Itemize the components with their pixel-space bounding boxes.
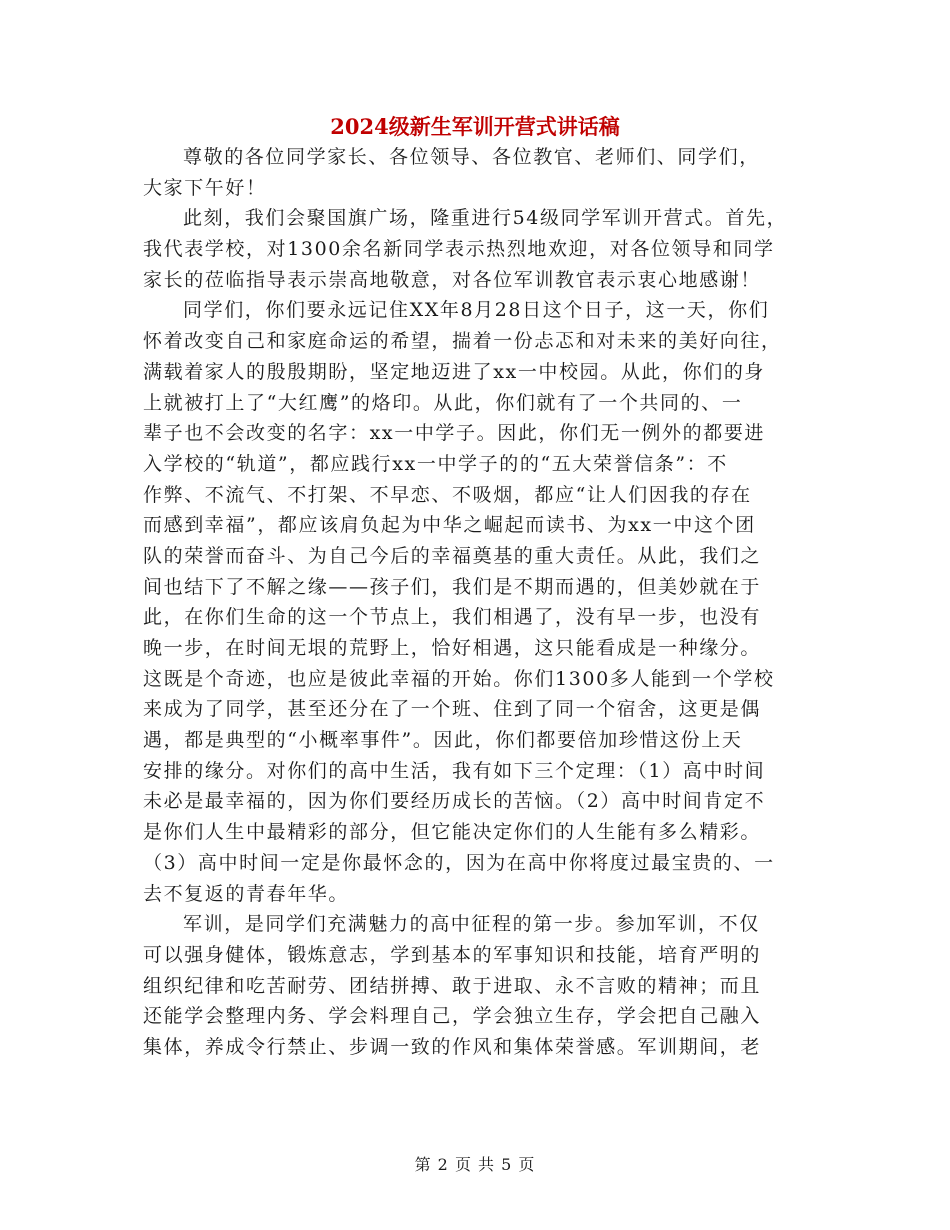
page-number-footer: 第 2 页 共 5 页: [414, 1155, 536, 1174]
text-line: 集体，养成令行禁止、步调一致的作风和集体荣誉感。军训期间，老: [143, 1035, 762, 1058]
text-line: 队的荣誉而奋斗、为自己今后的幸福奠基的重大责任。从此，我们之: [143, 544, 762, 567]
text-line: 满载着家人的殷殷期盼，坚定地迈进了xx一中校园。从此，你们的身: [143, 360, 766, 383]
text-line: 大家下午好！: [143, 176, 267, 199]
text-line: 遇，都是典型的“小概率事件”。因此，你们都要倍加珍惜这份上天: [143, 729, 743, 752]
text-line: 我代表学校，对1300余名新同学表示热烈地欢迎，对各位领导和同学: [143, 238, 775, 261]
text-line: 怀着改变自己和家庭命运的希望，揣着一份忐忑和对未来的美好向往，: [143, 330, 782, 353]
text-line: 晚一步，在时间无垠的荒野上，恰好相遇，这只能看成是一种缘分。: [143, 637, 762, 659]
document-body: [143, 142, 813, 1063]
text-line: （3）高中时间一定是你最怀念的，因为在高中你将度过最宝贵的、一: [143, 851, 775, 874]
text-line: 尊敬的各位同学家长、各位领导、各位教官、老师们、同学们，: [183, 146, 760, 168]
text-line: 同学们，你们要永远记住XX年8月28日这个日子，这一天，你们: [183, 299, 770, 322]
text-line: 作弊、不流气、不打架、不早恋、不吸烟，都应“让人们因我的存在: [143, 483, 752, 506]
text-line: 入学校的“轨道”，都应践行xx一中学子的的“五大荣誉信条”：不: [143, 452, 728, 475]
text-line: 上就被打上了“大红鹰”的烙印。从此，你们就有了一个共同的、一: [143, 391, 743, 414]
text-line: 这既是个奇迹，也应是彼此幸福的开始。你们1300多人能到一个学校: [143, 667, 775, 690]
text-line: 来成为了同学，甚至还分在了一个班、住到了同一个宿舍，这更是偶: [143, 698, 762, 721]
document-title: 2024级新生军训开营式讲话稿: [330, 114, 620, 139]
text-line: 间也结下了不解之缘——孩子们，我们是不期而遇的，但美妙就在于: [143, 575, 762, 598]
text-line: 安排的缘分。对你们的高中生活，我有如下三个定理：（1）高中时间: [143, 759, 766, 782]
text-line: 此刻，我们会聚国旗广场，隆重进行54级同学军训开营式。首先，: [183, 207, 788, 230]
text-line: 组织纪律和吃苦耐劳、团结拼搏、敢于进取、永不言败的精神；而且: [143, 974, 762, 997]
text-line: 未必是最幸福的，因为你们要经历成长的苦恼。（2）高中时间肯定不: [143, 790, 766, 813]
text-line: 辈子也不会改变的名字：xx一中学子。因此，你们无一例外的都要进: [143, 422, 766, 445]
text-line: 可以强身健体，锻炼意志，学到基本的军事知识和技能，培育严明的: [143, 943, 762, 966]
text-line: 而感到幸福”，都应该肩负起为中华之崛起而读书、为xx一中这个团: [143, 514, 756, 537]
text-line: 还能学会整理内务、学会料理自己，学会独立生存，学会把自己融入: [143, 1005, 762, 1028]
text-line: 去不复返的青春年华。: [143, 882, 350, 905]
text-line: 军训，是同学们充满魅力的高中征程的第一步。参加军训，不仅: [183, 913, 760, 936]
text-line: 家长的莅临指导表示崇高地敬意，对各位军训教官表示衷心地感谢！: [143, 268, 762, 291]
text-line: 是你们人生中最精彩的部分，但它能决定你们的人生能有多么精彩。: [143, 821, 762, 844]
text-line: 此，在你们生命的这一个节点上，我们相遇了，没有早一步，也没有: [143, 606, 762, 629]
